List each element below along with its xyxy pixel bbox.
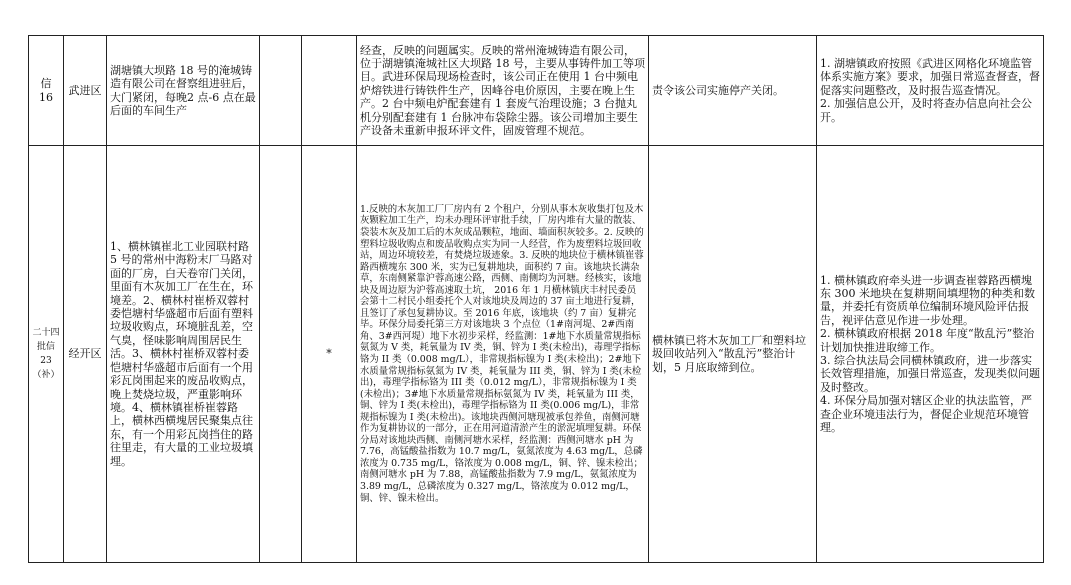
mark-cell: * [302,146,357,563]
mark-cell [302,36,357,146]
investigation-finding: 经查，反映的问题属实。反映的常州淹城铸造有限公司，位于湖塘镇淹城社区大坝路 18 号，主要从事铸件加工等项目。武进环保局现场检查时，该公司正在使用 1 台中频电炉熔铁进行铸铁件生产，因峰谷电价原因，主要在晚上生产。2 台中频电炉配套建有 1 套废气治理设施；3 台抛丸机分别配套建有 1 台脉冲布袋除尘器。该公司增加主要生产设备未重新申报环评文件，固废管理不规范。 [357,36,649,146]
handling-result: 横林镇已将木灰加工厂和塑料垃圾回收站列入“散乱污”整治计划，5 月底取缔到位。 [649,146,817,563]
case-id: 信 16 [29,36,64,146]
rectification-measures [817,146,1044,563]
rectification-measures [817,36,1044,146]
measures-text: 1. 湖塘镇政府按照《武进区网格化环境监管体系实施方案》要求，加强日常巡查督查，督促落实问题整改，及时报告巡查情况。 2. 加强信息公开，及时将查办信息向社会公开。 [820,56,1040,124]
district: 武进区 [64,36,107,146]
district: 经开区 [64,146,107,563]
table-row [29,36,1044,146]
complaint-content: 湖塘镇大坝路 18 号的淹城铸造有限公司在督察组进驻后，大门紧闭，每晚2 点-6 点在最后面的车间生产 [107,36,260,146]
case-id: 二十四批信 23（补） [29,146,64,563]
complaint-content: 1、横林镇崔北工业园联村路 5 号的常州中海粉末厂马路对面的厂房，白天卷帘门关闭，里面有木灰加工厂在生在，环境差。2、横林村崔桥双蓉村委恺塘村华盛超市后面有塑料垃圾收购点，环境脏乱差，空气臭，怪味影响周围居民生活。3、横林村崔桥双蓉村委恺塘村华盛超市后面有一个用彩瓦岗围起来的废品收购点，晚上焚烧垃圾，严重影响环境。4、横林镇崔桥崔蓉路上，横林西横塊居民聚集点往东，有一个用彩瓦岗挡住的路往里走，有大量的工业垃圾填埋。 [107,146,260,563]
handling-result: 责令该公司实施停产关闭。 [649,36,817,146]
complaint-table [28,35,1044,563]
investigation-finding: 1.反映的木灰加工厂厂房内有 2 个租户，分别从事木灰收集打包及木灰颗粒加工生产，均未办理环评审批手续，厂房内堆有大量的散装、袋装木灰及加工后的木灰成品颗粒，地面、墙面积灰较多。2. 反映的塑料垃圾收购点和废品收购点实为同一人经营，作为废塑料垃圾回收站，周边环境较差，有焚烧垃圾迹象。3. 反映的地块位于横林镇崔蓉路西横塊东 300 米，实为已复耕地块，面积约 7 亩。该地块长满杂草，东南侧紧靠沪蓉高速公路，西侧、南侧均为河塘。经核实，该地块及周边原为沪蓉高速取土坑， 2016 年 1 月横林镇庆丰村民委员会第十二村民小组委托个人对该地块及周边的 37 亩土地进行复耕，且签订了承包复耕协议。至 2016 年底，该地块（约 7 亩）复耕完毕。环保分局委托第三方对该地块 3 个点位（1#南河堤、2#西南角、3#西河堤）地下水初步采样，经监测：1#地下水质量常规指标氨氮为 V 类，耗氧量为 IV 类，铜、锌为 I 类(未检出)，毒理学指标铬为 II 类（0.008 mg/L），非常规指标镍为 I 类(未检出)；2#地下水质量常规指标氨氮为 IV 类，耗氧量为 III 类，铜、锌为 I 类(未检出)，毒理学指标铬为 III 类（0.012 mg/L），非常规指标镍为 I 类(未检出)；3#地下水质量常规指标氨氮为 IV 类，耗氧量为 III 类，铜、锌为 I 类(未检出)，毒理学指标铬为 II 类(0.006 mg/L)，非常规指标镍为 I 类(未检出)。该地块西侧河塘现被承包养鱼，南侧河塘作为复耕协议的一部分，正在用河道清淤产生的淤泥填埋复耕。环保分局对该地块西侧、南侧河塘水采样，经监测：西侧河塘水 pH 为 7.76，高锰酸盐指数为 10.7 mg/L，氨氮浓度为 4.63 mg/L，总磷浓度为 0.735 mg/L，铬浓度为 0.008 mg/L，铜、锌、镍未检出；南侧河塘水 pH 为 7.88，高锰酸盐指数为 7.9 mg/L，氨氮浓度为 3.89 mg/L，总磷浓度为 0.327 mg/L，铬浓度为 0.012 mg/L，铜、锌、镍未检出。 [357,146,649,563]
table-row [29,146,1044,563]
measures-text: 1. 横林镇政府牵头进一步调查崔蓉路西横塊东 300 米地块在复耕期间填埋物的种类和数量，并委托有资质单位编制环境风险评估报告，视评估意见作进一步处理。 2. 横林镇政府根据 2018 年度“散乱污”整治计划加快推进取缔工作。 3. 综合执法局会同横林镇政府，进一步落实长效管理措施，加强日常巡查，发现类似问题及时整改。 4. 环保分局加强对辖区企业的执法监管，严查企业环境违法行为，督促企业规范环境管理。 [820,273,1040,435]
blank-cell [260,146,302,563]
blank-cell [260,36,302,146]
